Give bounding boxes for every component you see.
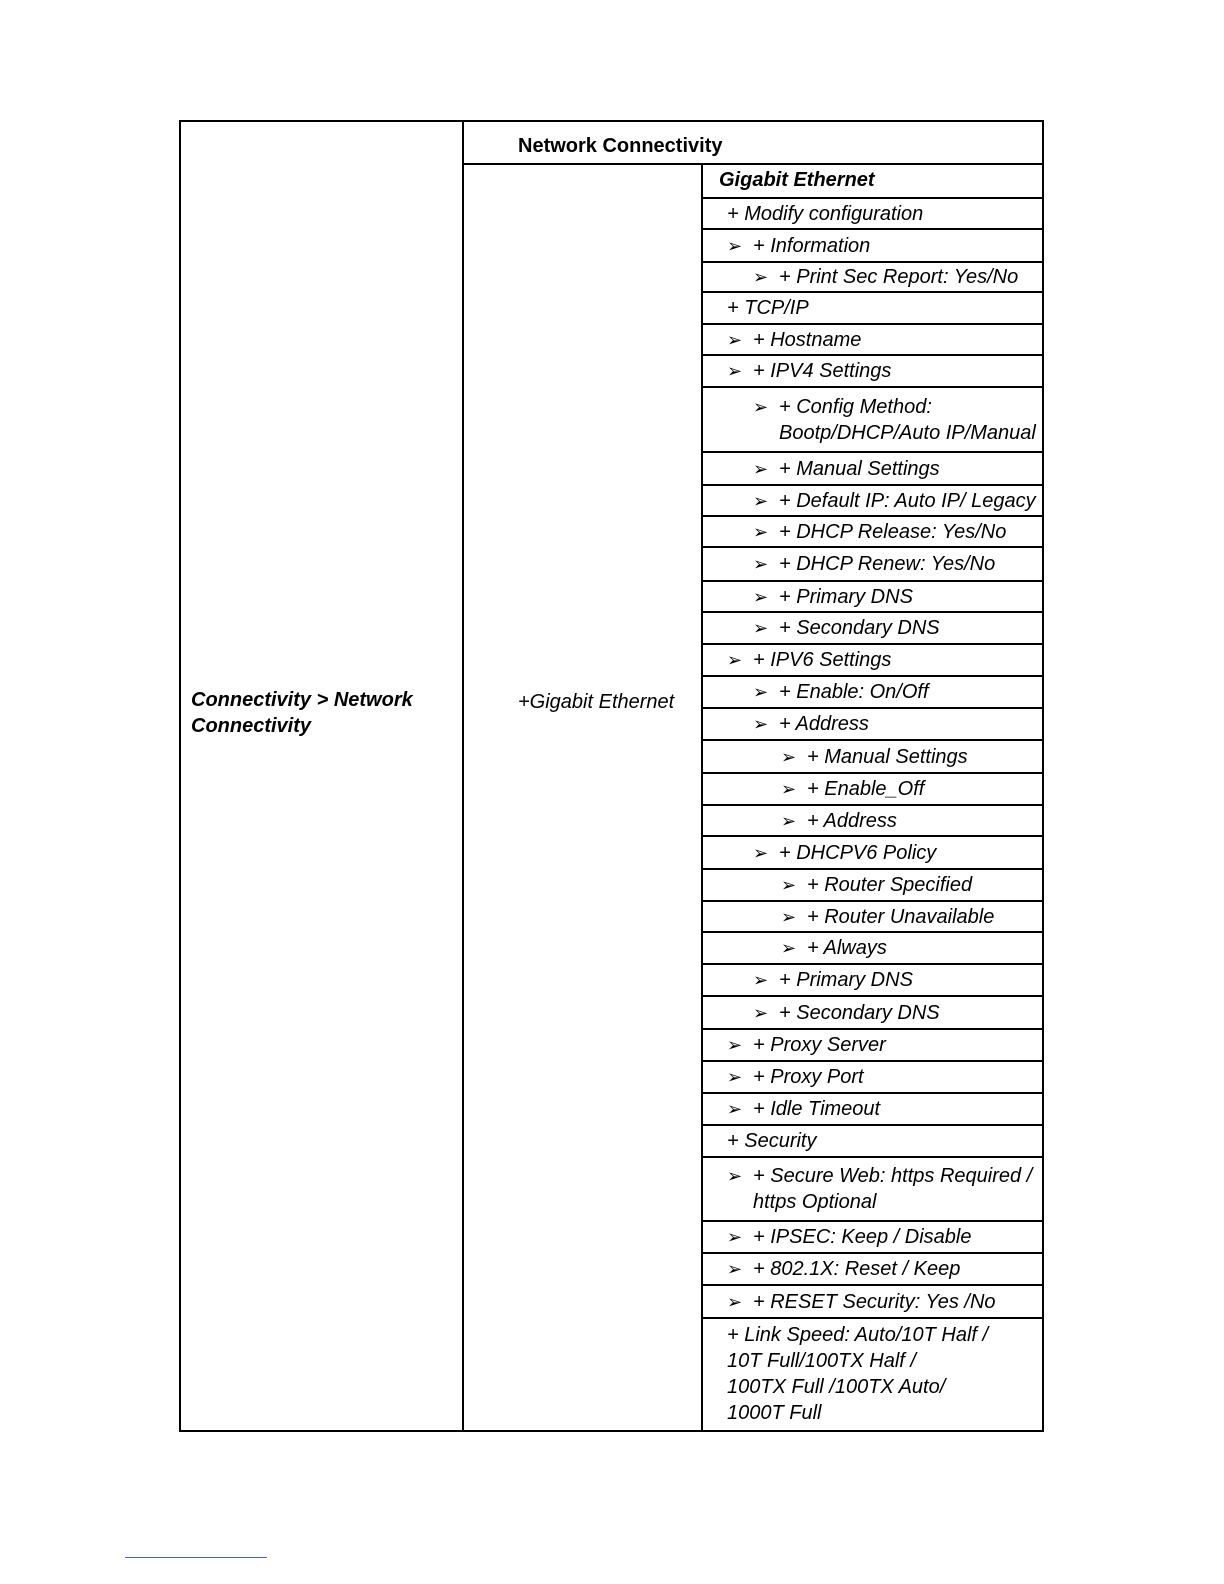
row-divider [701,643,1042,645]
arrow-bullet-icon: ➢ [753,458,769,479]
row-divider [701,1156,1042,1158]
menu-item-label [753,840,1042,866]
menu-item-text: + Enable_Off [807,778,925,800]
menu-item [781,872,1042,898]
row-divider [701,1028,1042,1030]
menu-item [727,647,1042,673]
row-divider [701,931,1042,933]
menu-item-text: + Security [727,1130,817,1152]
menu-item-label [753,711,1042,737]
menu-item-text: + Address [779,713,869,735]
menu-item [727,201,1042,227]
items-column [703,165,1042,1430]
menu-item-label [753,615,1042,641]
row-divider [701,1317,1042,1319]
arrow-bullet-icon: ➢ [753,618,769,638]
menu-item-text: + Secondary DNS [779,1001,940,1024]
menu-item [753,551,1042,577]
menu-item-label [753,1000,1042,1026]
menu-item [753,967,1042,993]
arrow-bullet-icon: ➢ [753,970,769,990]
menu-item-text: + Primary DNS [779,585,913,608]
row-divider [701,772,1042,774]
arrow-bullet-icon: ➢ [753,521,769,542]
menu-item-label [727,295,1042,321]
menu-item-label [727,1096,1042,1122]
row-divider [701,515,1042,517]
row-divider [701,1220,1042,1222]
menu-item-label [727,1032,1042,1058]
menu-item-label [781,904,1042,930]
arrow-bullet-icon: ➢ [781,906,797,927]
menu-item [727,1032,1042,1058]
menu-item [781,935,1042,961]
menu-item-label-cont [727,1189,1042,1215]
section-title: Gigabit Ethernet [719,169,875,191]
menu-item-label [781,808,1042,834]
menu-item [781,904,1042,930]
row-divider [701,261,1042,263]
menu-item-label [781,872,1042,898]
row-divider [701,804,1042,806]
submenu-label: +Gigabit Ethernet [518,691,675,713]
menu-item [727,1224,1042,1250]
menu-item-text: + Default IP: Auto IP/ Legacy [779,489,1036,512]
path-label [191,687,413,739]
menu-item-text: + Always [807,937,887,959]
row-divider [701,739,1042,741]
menu-item [753,488,1042,514]
menu-item-text: + Router Specified [807,874,973,896]
menu-item [753,679,1042,705]
menu-item-label [727,1128,1042,1154]
menu-item-text: https Optional [753,1191,877,1213]
row-divider [701,580,1042,582]
row-divider [701,707,1042,709]
menu-item-text: 100TX Full /100TX Auto/ [727,1376,946,1398]
menu-item-label [781,776,1042,802]
menu-item-text: + Config Method: [779,395,932,418]
arrow-bullet-icon: ➢ [727,329,743,350]
menu-item [753,615,1042,641]
menu-item-label [727,1322,1042,1348]
menu-item [753,456,1042,482]
arrow-bullet-icon: ➢ [753,682,769,702]
row-divider [701,835,1042,837]
arrow-bullet-icon: ➢ [727,1259,743,1279]
row-divider [701,323,1042,325]
row-divider [701,900,1042,902]
arrow-bullet-icon: ➢ [727,1227,743,1247]
menu-item [727,358,1042,384]
menu-item-text: + Router Unavailable [807,905,995,928]
menu-item-label [727,1224,1042,1250]
menu-item [753,711,1042,737]
arrow-bullet-icon: ➢ [781,875,797,895]
menu-item-label [753,967,1042,993]
menu-item [727,233,1042,259]
menu-item [781,744,1042,770]
row-divider [701,868,1042,870]
menu-item [781,776,1042,802]
menu-item-text: + Proxy Server [753,1034,886,1056]
menu-item-label-cont [727,1348,1042,1374]
menu-item [753,1000,1042,1026]
menu-item-text: + Secure Web: https Required / [753,1165,1033,1187]
row-divider [701,451,1042,453]
menu-item [727,327,1042,353]
menu-item-text: + Print Sec Report: Yes/No [779,266,1019,288]
arrow-bullet-icon: ➢ [727,235,743,256]
menu-item [727,1128,1042,1154]
menu-item [753,394,1042,446]
menu-item-text: + Modify configuration [727,202,924,225]
menu-item-text: + Information [753,234,871,257]
path-label-line1: Connectivity > Network [191,689,413,711]
footer-link-underline [125,1557,267,1558]
menu-item-label [781,744,1042,770]
row-divider [701,197,1042,199]
menu-item-text: + Manual Settings [807,745,968,768]
arrow-bullet-icon: ➢ [727,1099,743,1119]
menu-item-text: + Link Speed: Auto/10T Half / [727,1324,989,1346]
arrow-bullet-icon: ➢ [781,746,797,767]
menu-item-label-cont [753,420,1042,446]
arrow-bullet-icon: ➢ [753,842,769,863]
row-divider [701,546,1042,548]
menu-item [727,1256,1042,1282]
menu-item [753,840,1042,866]
menu-item-label [727,233,1042,259]
menu-item-label [727,1163,1042,1189]
arrow-bullet-icon: ➢ [727,1291,743,1312]
menu-item-label [753,394,1042,420]
menu-item-text: + Primary DNS [779,969,913,991]
menu-item-text: + DHCP Renew: Yes/No [779,553,996,575]
menu-item-text: + RESET Security: Yes /No [753,1290,996,1313]
row-divider [701,995,1042,997]
row-divider [701,1060,1042,1062]
row-divider [701,354,1042,356]
menu-item-label [753,584,1042,610]
arrow-bullet-icon: ➢ [727,650,743,670]
menu-item-text: + Manual Settings [779,457,940,480]
arrow-bullet-icon: ➢ [753,714,769,734]
menu-item-label [727,358,1042,384]
menu-item-text: + 802.1X: Reset / Keep [753,1258,961,1280]
row-divider [701,611,1042,613]
menu-item [727,1096,1042,1122]
row-divider [701,675,1042,677]
row-divider [701,1092,1042,1094]
menu-item-text: + Enable: On/Off [779,681,929,703]
arrow-bullet-icon: ➢ [727,1166,743,1186]
menu-item-label [753,551,1042,577]
menu-item [753,519,1042,545]
row-divider [701,963,1042,965]
menu-item-text: + Proxy Port [753,1066,864,1088]
menu-item [727,295,1042,321]
arrow-bullet-icon: ➢ [781,810,797,831]
table-header: Network Connectivity [518,135,723,157]
arrow-bullet-icon: ➢ [753,267,769,287]
menu-item [727,1322,1042,1426]
menu-item-text: Bootp/DHCP/Auto IP/Manual [779,421,1036,444]
menu-item-text: 10T Full/100TX Half / [727,1350,916,1372]
col-divider-1 [462,120,464,1432]
menu-item-label [753,456,1042,482]
menu-item-label-cont [727,1400,1042,1426]
menu-item-text: + DHCP Release: Yes/No [779,520,1007,543]
arrow-bullet-icon: ➢ [781,938,797,958]
row-divider [701,228,1042,230]
menu-item-label [781,935,1042,961]
path-label-line2: Connectivity [191,715,312,737]
menu-item [753,584,1042,610]
menu-item-text: + DHCPV6 Policy [779,841,937,864]
menu-item-label [727,647,1042,673]
arrow-bullet-icon: ➢ [753,554,769,574]
menu-item-label-cont [727,1374,1042,1400]
arrow-bullet-icon: ➢ [753,1002,769,1023]
menu-item [727,1163,1042,1215]
arrow-bullet-icon: ➢ [753,586,769,607]
menu-item-label [727,201,1042,227]
menu-item [781,808,1042,834]
menu-item-label [727,1289,1042,1315]
menu-item-text: + TCP/IP [727,297,809,319]
menu-item-text: 1000T Full [727,1402,822,1424]
menu-item-text: + IPSEC: Keep / Disable [753,1226,972,1248]
menu-item-text: + IPV4 Settings [753,360,892,382]
row-divider [701,484,1042,486]
menu-item-label [727,1064,1042,1090]
row-divider [701,291,1042,293]
row-divider [701,1124,1042,1126]
menu-item-label [753,264,1042,290]
arrow-bullet-icon: ➢ [753,490,769,511]
menu-item-text: + Secondary DNS [779,617,940,639]
arrow-bullet-icon: ➢ [781,779,797,799]
row-divider [701,386,1042,388]
row-divider [701,1284,1042,1286]
menu-item-text: + Hostname [753,328,862,351]
menu-item-text: + Address [807,809,897,832]
menu-item-label [753,519,1042,545]
menu-item-label [753,488,1042,514]
menu-item-label [727,1256,1042,1282]
menu-item [727,1289,1042,1315]
menu-item [753,264,1042,290]
arrow-bullet-icon: ➢ [727,361,743,381]
menu-item-label [753,679,1042,705]
arrow-bullet-icon: ➢ [727,1035,743,1055]
menu-item-text: + IPV6 Settings [753,649,892,671]
arrow-bullet-icon: ➢ [753,396,769,417]
row-divider [701,1252,1042,1254]
menu-item-label [727,327,1042,353]
arrow-bullet-icon: ➢ [727,1067,743,1087]
menu-item [727,1064,1042,1090]
menu-item-text: + Idle Timeout [753,1098,881,1120]
